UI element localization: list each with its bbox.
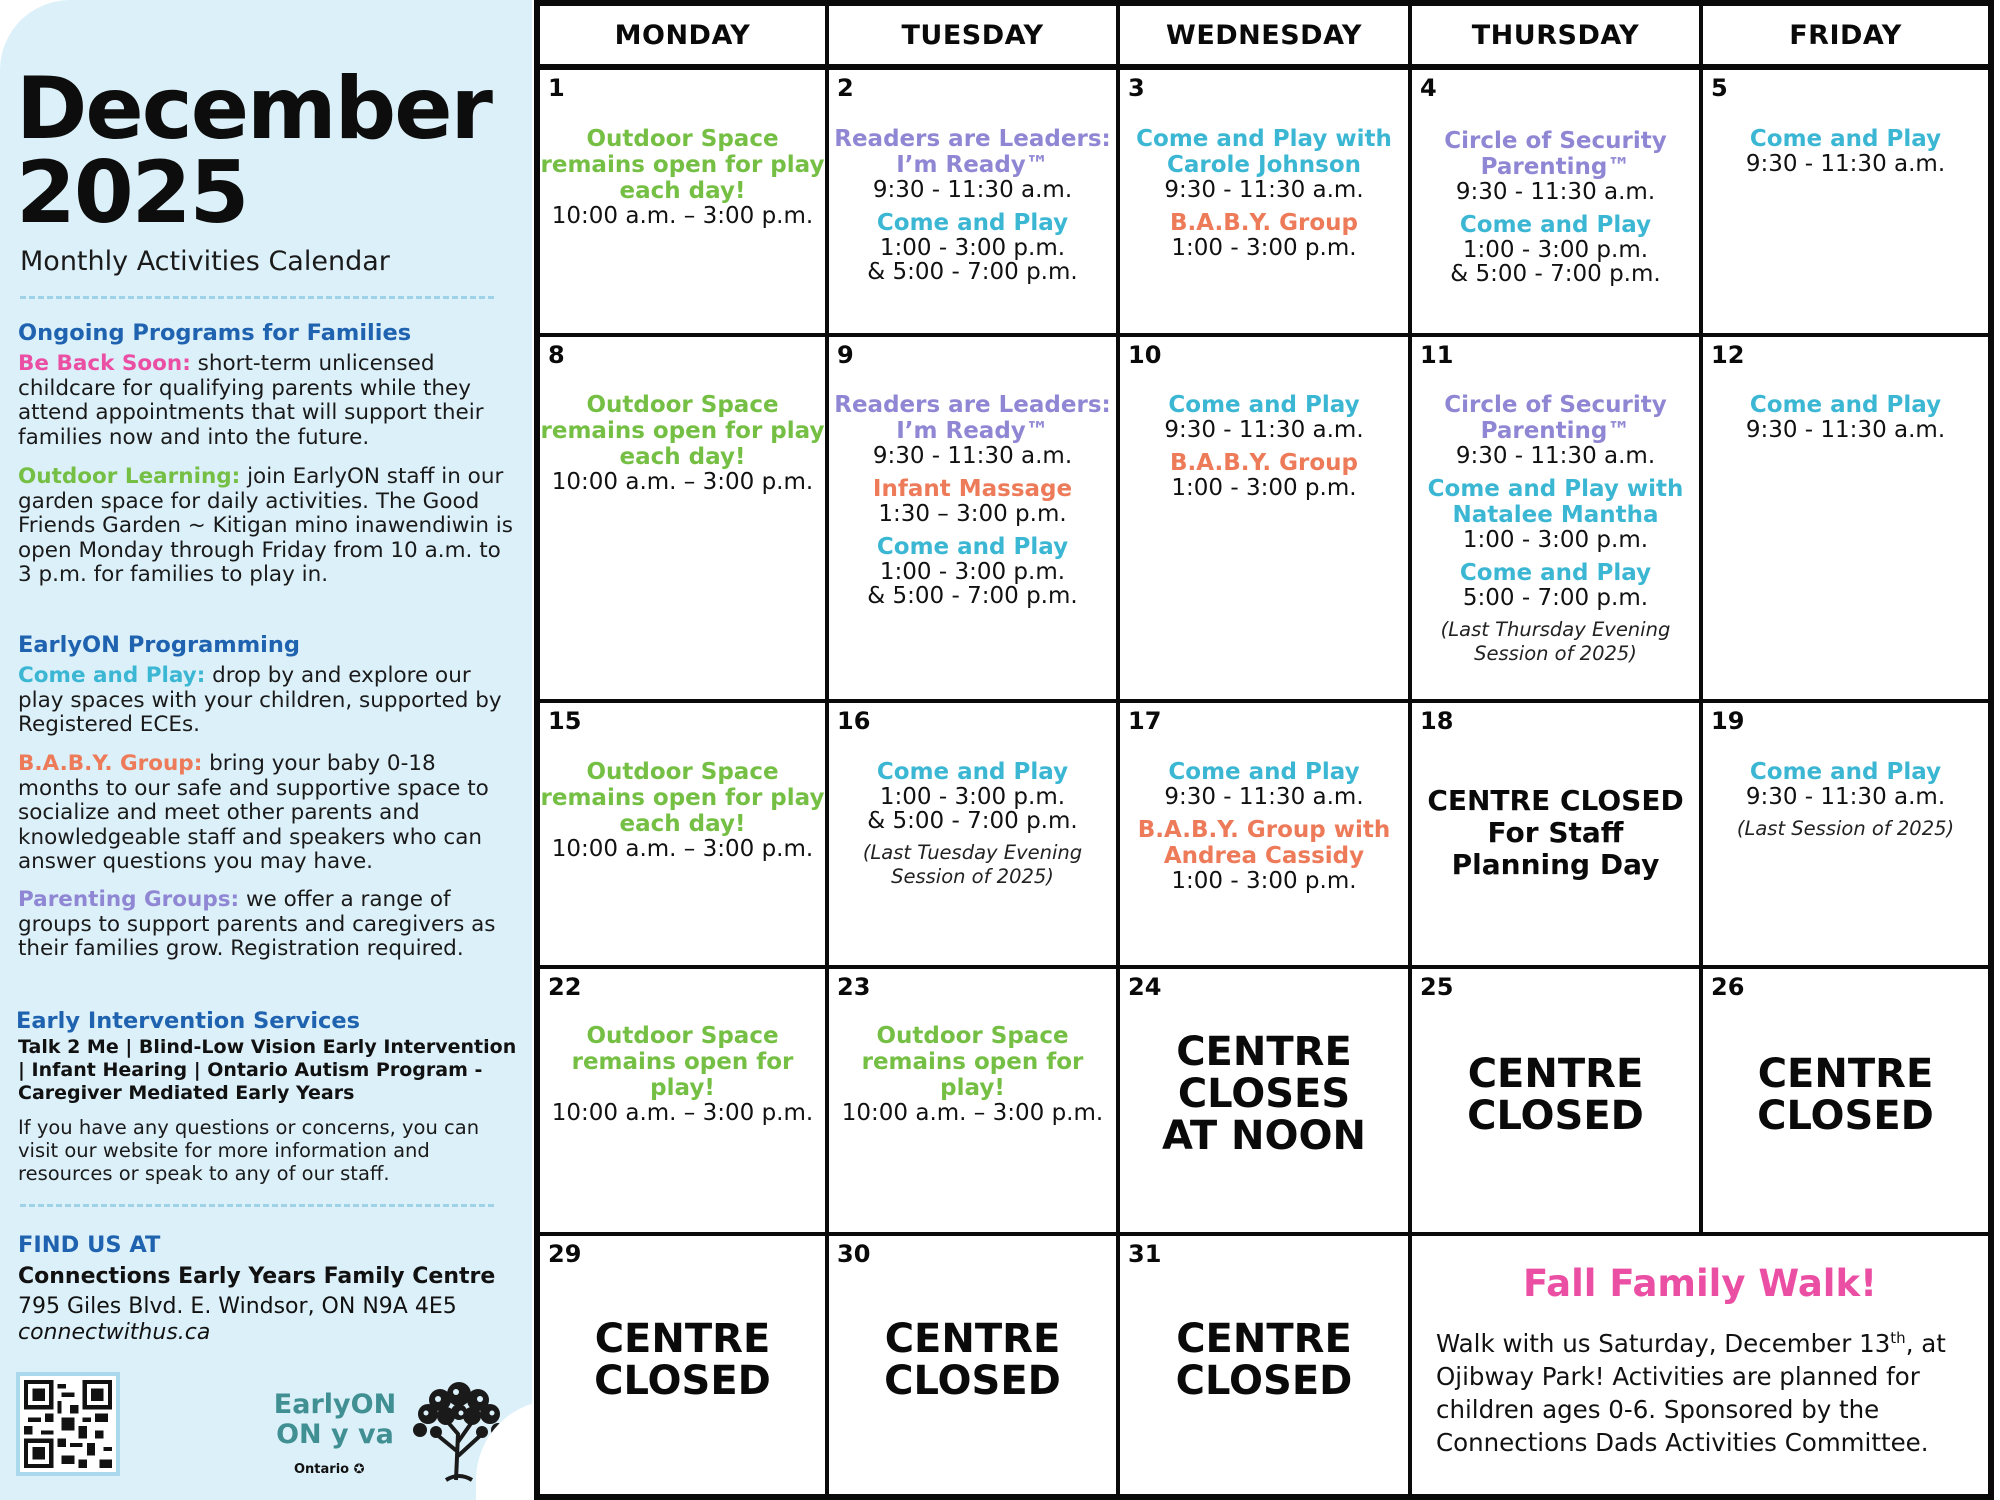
closed-notice: CLOSED xyxy=(594,1358,771,1404)
day-cell-30 xyxy=(829,1236,1116,1494)
closed-notice: CENTRE xyxy=(1176,1029,1352,1075)
closed-notice: CENTRE xyxy=(884,1316,1061,1362)
address: 795 Giles Blvd. E. Windsor, ON N9A 4E5 xyxy=(18,1294,457,1319)
event-title: Circle of Security Parenting™ xyxy=(1444,392,1667,444)
event-title: Come and Play xyxy=(1459,212,1652,238)
event-time: 9:30 - 11:30 a.m. xyxy=(1164,177,1364,203)
header-friday: FRIDAY xyxy=(1789,19,1902,51)
day-number: 31 xyxy=(1128,1240,1162,1268)
ongoing-programs-heading: Ongoing Programs for Families xyxy=(18,320,412,346)
event-time: & 5:00 - 7:00 p.m. xyxy=(867,808,1078,834)
day-cell-31 xyxy=(1120,1236,1408,1494)
day-number: 9 xyxy=(837,341,854,369)
header-wednesday: WEDNESDAY xyxy=(1166,19,1362,51)
day-number: 10 xyxy=(1128,341,1162,369)
day-cell-19 xyxy=(1703,703,1988,965)
day-number: 16 xyxy=(837,707,871,735)
event-title: Come and Play xyxy=(1749,392,1942,418)
closed-notice: CENTRE xyxy=(1176,1316,1352,1362)
event-title: Infant Massage xyxy=(872,476,1073,502)
day-number: 25 xyxy=(1420,973,1454,1001)
closed-notice: CLOSED xyxy=(1467,1093,1644,1139)
day-cell-15 xyxy=(540,703,825,965)
day-cell-4 xyxy=(1412,70,1699,333)
find-us-heading: FIND US AT xyxy=(18,1232,161,1258)
event-title: Readers are Leaders: I’m Ready™ xyxy=(834,392,1111,444)
event-time: 10:00 a.m. – 3:00 p.m. xyxy=(841,1100,1104,1126)
closed-notice: For Staff xyxy=(1487,816,1624,849)
earlyon-logo: EarlyON ON y va xyxy=(273,1389,397,1450)
closed-notice: CLOSED xyxy=(884,1358,1061,1404)
outdoor-learning-label: Outdoor Learning: xyxy=(18,464,241,489)
event-note: (Last Tuesday Evening Session of 2025) xyxy=(862,841,1083,888)
day-cell-23 xyxy=(829,969,1116,1232)
event-title: Come and Play xyxy=(876,210,1069,236)
closed-notice: CLOSED xyxy=(1757,1093,1934,1139)
come-and-play-description: Come and Play: drop by and explore our play spaces with your children, supported by Registered ECEs. xyxy=(18,663,502,737)
event-time: 1:00 - 3:00 p.m. xyxy=(1462,527,1649,553)
day-cell-22 xyxy=(540,969,825,1232)
parenting-groups-label: Parenting Groups: xyxy=(18,887,240,912)
day-number: 3 xyxy=(1128,74,1145,102)
closed-notice: CENTRE xyxy=(1757,1051,1934,1097)
organization-name: Connections Early Years Family Centre xyxy=(18,1264,496,1289)
day-cell-9 xyxy=(829,337,1116,699)
sidebar xyxy=(0,0,532,1500)
event-title: Outdoor Space remains open for play each day! xyxy=(540,392,825,470)
day-number: 11 xyxy=(1420,341,1454,369)
year-title: 2025 xyxy=(16,143,248,243)
event-time: 1:00 - 3:00 p.m. xyxy=(1171,868,1357,894)
early-intervention-heading: Early Intervention Services xyxy=(16,1008,361,1034)
event-title: Come and Play with Carole Johnson xyxy=(1136,126,1392,178)
day-cell-25 xyxy=(1412,969,1699,1232)
day-cell-24 xyxy=(1120,969,1408,1232)
event-title: Come and Play xyxy=(1168,759,1360,785)
intervention-services-list: Talk 2 Me | Blind-Low Vision Early Intervention | Infant Hearing | Ontario Autism Program - Caregiver Mediated Early Years xyxy=(18,1036,517,1104)
event-title: Outdoor Space remains open for play! xyxy=(861,1023,1084,1101)
day-number: 29 xyxy=(548,1240,582,1268)
day-cell-8 xyxy=(540,337,825,699)
event-time: & 5:00 - 7:00 p.m. xyxy=(867,259,1078,285)
fall-walk-description: Walk with us Saturday, December 13th, at Ojibway Park! Activities are planned for children ages 0-6. Sponsored by the Connections Dads Activities Committee. xyxy=(1436,1329,1946,1458)
event-time: 1:00 - 3:00 p.m. xyxy=(1171,475,1357,501)
qr-code-icon[interactable] xyxy=(16,1372,120,1476)
day-cell-26 xyxy=(1703,969,1988,1232)
day-cell-2 xyxy=(829,70,1116,333)
event-title: Come and Play xyxy=(1168,392,1360,418)
event-title: Come and Play xyxy=(1749,126,1942,152)
event-time: 10:00 a.m. – 3:00 p.m. xyxy=(551,1100,814,1126)
event-time: & 5:00 - 7:00 p.m. xyxy=(867,583,1078,609)
day-number: 17 xyxy=(1128,707,1162,735)
header-monday: MONDAY xyxy=(614,19,751,51)
event-time: 9:30 - 11:30 a.m. xyxy=(872,443,1073,469)
day-number: 30 xyxy=(837,1240,871,1268)
baby-group-description: B.A.B.Y. Group: bring your baby 0-18 months to our safe and supportive space to socialize and meet other parents and knowledgeable staff and speakers who can answer questions you may have. xyxy=(18,751,489,874)
earlyon-programming-heading: EarlyON Programming xyxy=(18,632,300,658)
event-time: 10:00 a.m. – 3:00 p.m. xyxy=(551,836,814,862)
event-time: 1:00 - 3:00 p.m. xyxy=(879,235,1066,261)
divider xyxy=(20,1204,494,1207)
event-time: 1:30 – 3:00 p.m. xyxy=(878,501,1067,527)
event-title: Outdoor Space remains open for play each day! xyxy=(540,126,825,204)
day-number: 12 xyxy=(1711,341,1745,369)
event-time: 10:00 a.m. – 3:00 p.m. xyxy=(551,469,814,495)
closed-notice: Planning Day xyxy=(1451,848,1660,881)
event-time: 10:00 a.m. – 3:00 p.m. xyxy=(551,203,814,229)
day-cell-3 xyxy=(1120,70,1408,333)
day-cell-5 xyxy=(1703,70,1988,333)
event-time: 5:00 - 7:00 p.m. xyxy=(1462,585,1649,611)
event-title: Outdoor Space remains open for play! xyxy=(571,1023,794,1101)
event-time: 9:30 - 11:30 a.m. xyxy=(1455,179,1656,205)
event-time: 1:00 - 3:00 p.m. xyxy=(879,784,1066,810)
event-time: 9:30 - 11:30 a.m. xyxy=(1745,417,1946,443)
calendar-subtitle: Monthly Activities Calendar xyxy=(20,246,390,277)
closed-notice: CENTRE xyxy=(1467,1051,1644,1097)
trillium-icon: ✪ xyxy=(353,1462,365,1477)
event-title: Come and Play xyxy=(1749,759,1942,785)
day-number: 18 xyxy=(1420,707,1454,735)
be-back-soon-description: Be Back Soon: short-term unlicensed childcare for qualifying parents while they attend appointments that will support their families now and into the future. xyxy=(18,351,484,450)
event-time: 9:30 - 11:30 a.m. xyxy=(1745,784,1946,810)
event-time: 9:30 - 11:30 a.m. xyxy=(1164,417,1364,443)
day-cell-16 xyxy=(829,703,1116,965)
event-time: 9:30 - 11:30 a.m. xyxy=(1745,151,1946,177)
event-title: B.A.B.Y. Group xyxy=(1170,210,1358,236)
day-number: 19 xyxy=(1711,707,1745,735)
event-title: Come and Play xyxy=(876,759,1069,785)
closed-notice: CENTRE xyxy=(594,1316,771,1362)
header-tuesday: TUESDAY xyxy=(901,19,1044,51)
event-title: Come and Play xyxy=(1459,560,1652,586)
closed-notice: AT NOON xyxy=(1161,1113,1367,1159)
be-back-soon-label: Be Back Soon: xyxy=(18,351,191,376)
event-time: 9:30 - 11:30 a.m. xyxy=(872,177,1073,203)
event-time: & 5:00 - 7:00 p.m. xyxy=(1450,261,1661,287)
outdoor-learning-description: Outdoor Learning: join EarlyON staff in our garden space for daily activities. The Good Friends Garden ~ Kitigan mino inawendiwin is open Monday through Friday from 10 a.m. to 3 p.m. for families to play in. xyxy=(18,464,513,587)
event-title: B.A.B.Y. Group xyxy=(1170,450,1358,476)
day-number: 24 xyxy=(1128,973,1162,1001)
day-number: 5 xyxy=(1711,74,1728,102)
event-note: (Last Thursday Evening Session of 2025) xyxy=(1440,618,1671,665)
day-cell-17 xyxy=(1120,703,1408,965)
come-and-play-label: Come and Play: xyxy=(18,663,206,688)
baby-group-label: B.A.B.Y. Group: xyxy=(18,751,203,776)
day-number: 26 xyxy=(1711,973,1745,1001)
event-title: Readers are Leaders: I’m Ready™ xyxy=(834,126,1111,178)
questions-text: If you have any questions or concerns, you can visit our website for more information and resources or speak to any of our staff. xyxy=(18,1116,480,1185)
fall-walk-title: Fall Family Walk! xyxy=(1523,1262,1877,1305)
event-title: Come and Play with Natalee Mantha xyxy=(1427,476,1684,528)
day-number: 22 xyxy=(548,973,582,1001)
event-title: Circle of Security Parenting™ xyxy=(1444,128,1667,180)
ontario-logo: Ontario ✪ xyxy=(294,1462,365,1477)
parenting-groups-description: Parenting Groups: we offer a range of groups to support parents and caregivers as their families grow. Registration required. xyxy=(18,887,496,961)
closed-notice: CLOSED xyxy=(1175,1358,1353,1404)
event-title: Come and Play xyxy=(876,534,1069,560)
event-title: Outdoor Space remains open for play each day! xyxy=(540,759,825,837)
day-cell-29 xyxy=(540,1236,825,1494)
website-link[interactable]: connectwithus.ca xyxy=(18,1320,211,1345)
divider xyxy=(20,296,494,299)
day-cell-18 xyxy=(1412,703,1699,965)
day-cell-12 xyxy=(1703,337,1988,699)
day-number: 1 xyxy=(548,74,565,102)
event-note: (Last Session of 2025) xyxy=(1736,817,1955,840)
day-cell-10 xyxy=(1120,337,1408,699)
event-time: 1:00 - 3:00 p.m. xyxy=(1462,237,1649,263)
header-thursday: THURSDAY xyxy=(1471,19,1640,51)
event-time: 9:30 - 11:30 a.m. xyxy=(1455,443,1656,469)
event-title: B.A.B.Y. Group with Andrea Cassidy xyxy=(1137,817,1391,869)
day-number: 15 xyxy=(548,707,582,735)
event-time: 1:00 - 3:00 p.m. xyxy=(1171,235,1357,261)
closed-notice: CENTRE CLOSED xyxy=(1427,784,1684,817)
day-number: 23 xyxy=(837,973,871,1001)
day-cell-1 xyxy=(540,70,825,333)
event-time: 1:00 - 3:00 p.m. xyxy=(879,559,1066,585)
day-cell-11 xyxy=(1412,337,1699,699)
event-time: 9:30 - 11:30 a.m. xyxy=(1164,784,1364,810)
day-number: 2 xyxy=(837,74,854,102)
closed-notice: CLOSES xyxy=(1177,1071,1351,1117)
day-number: 8 xyxy=(548,341,565,369)
month-title: December xyxy=(16,59,491,159)
day-number: 4 xyxy=(1420,74,1437,102)
